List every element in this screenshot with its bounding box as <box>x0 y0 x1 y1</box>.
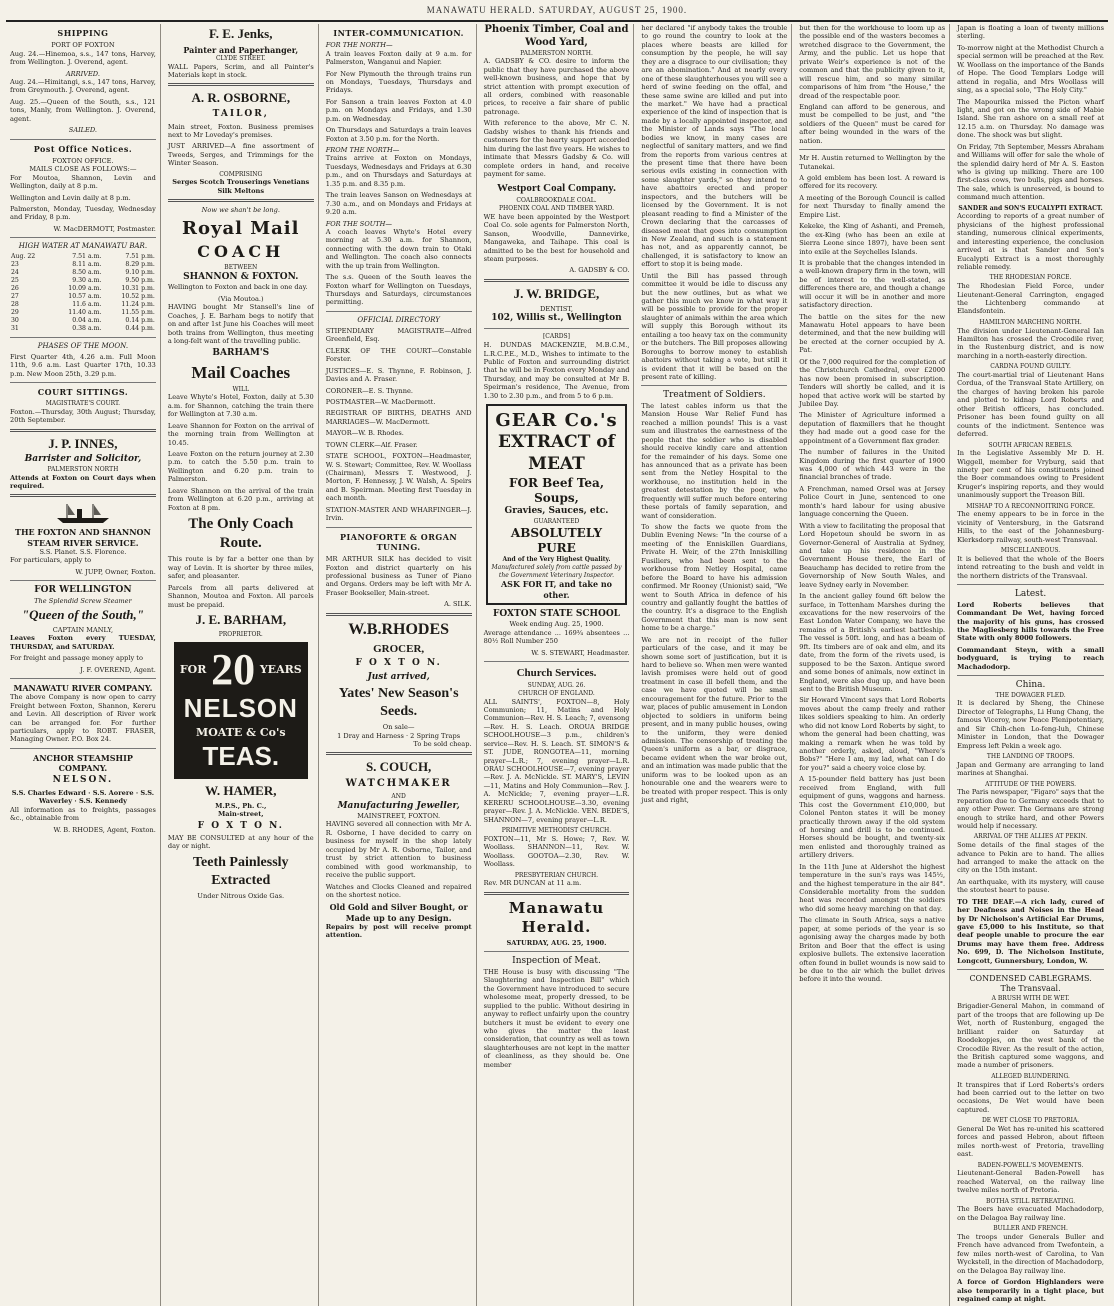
methodist: PRIMITIVE METHODIST CHURCH. <box>501 827 612 835</box>
steam-apply: For particulars, apply to <box>10 556 92 565</box>
nelson-big: NELSON <box>183 693 298 724</box>
mishap: MISHAP TO A RECONNOITRING FORCE. <box>966 502 1095 510</box>
tide-row <box>10 253 156 261</box>
c7-p10: The enemy appears to be in force in the vicinity of Ventersburg, in the Gatsrand Hills, to the east of the Johannesburg-Klerksdorp railway, south-west Transvaal. <box>957 510 1104 544</box>
c6-p7: It is probable that the changes intended in a well-known drapery firm in the town, will be of interest to the well-stated, as differences there are, and though a change will occur it will be in another and more satisfactory direction. <box>799 258 946 310</box>
tide-row <box>10 277 156 285</box>
couch-text: HAVING severed all connection with Mr A. R. Osborne, I have decided to carry on business for myself in the shop lately occupied by Mr A. R. Osborne, Tailor, and trust by strict attention to business combined with good workmanship, to receive the public support. <box>325 820 472 880</box>
jenks-trade: Painter and Paperhanger, <box>183 44 299 55</box>
rebels: SOUTH AFRICAN REBELS. <box>988 441 1073 449</box>
tide-title: HIGH WATER AT MANAWATU BAR. <box>18 242 148 251</box>
tide-date: 28 <box>11 300 19 308</box>
baden-title: BADEN-POWELL'S MOVEMENTS. <box>977 1161 1084 1169</box>
court-title: COURT SITTINGS. <box>37 386 129 397</box>
jeweller: Manufacturing Jeweller, <box>337 800 460 811</box>
c6-p1: but then for the workhouse to loom up as the possible end of the wasters becomes a wretched disgrace to the Government, the Army, and the public. Let us hope that private Weir's experience is not of the common and that the publicity given to it, will rescue him, and so many similar comparisons of him from "the House," the dread of the respectable poor. <box>799 24 946 100</box>
c6-p15: Sir Howard Vincent says that Lord Roberts moves about the camp freely and rather likes soldiers speaking to him. An orderly who did not know Lord Roberts by sight, to whom the general had been chatting, was making a remark when he was told by another orderly, asked, aloud, "Where's Bobs?" "Here I am, my lad, what can I do for you?" said a cheery voice close by. <box>799 696 946 772</box>
column-1 <box>6 24 161 1306</box>
watchmaker: WATCHMAKER <box>345 778 452 790</box>
phoenix-place: PALMERSTON NORTH. <box>520 49 593 57</box>
jenks-name: F. E. Jenks, <box>209 26 273 41</box>
inter-5: Trains arrive at Foxton on Mondays, Tuesdays, Wednesdays and Fridays at 6.30 p.m., and on Thursdays and Saturdays at 1.35 p.m. and 8.35 p.m. <box>325 154 472 188</box>
c7-p7: The division under Lieutenant-General Ian Hamilton has crossed the Crocodile river, in the Rustenburg district, and is now marching in a north-easterly direction. <box>957 326 1104 360</box>
c7-p11: It is believed that the whole of the Boers intend retreating to the bush and veldt in the northern districts of the Transvaal. <box>957 554 1104 580</box>
steam-title: THE FOXTON AND SHANNON STEAM RIVER SERVICE. <box>15 527 151 548</box>
shipping-title: SHIPPING <box>57 28 109 38</box>
school-title: FOXTON STATE SCHOOL <box>492 608 620 619</box>
nitrous: Under Nitrous Oxide Gas. <box>197 891 285 900</box>
gear-text: Manufactured solely from cattle passed by the Government Veterinary Inspector. <box>491 564 622 579</box>
post-office-title: Post Office Notices. <box>33 143 133 154</box>
c7-p12: Lord Roberts believes that Commandant De Wet, having forced the majority of his guns, has crossed the Magliesberg hills towards the Free State with only 8000 followers. <box>957 600 1104 643</box>
hamer-foxton: F O X T O N. <box>197 820 284 831</box>
c6-p5: A meeting of the Borough Council is called for next Thursday to finally amend the Empire List. <box>799 193 946 219</box>
gear-name: GEAR Co.'s <box>495 410 618 432</box>
on-sale: On sale— <box>382 723 415 732</box>
moon-phases: First Quarter 4th, 4.26 a.m. Full Moon 11th, 9.6 a.m. Last Quarter 17th, 10.33 p.m. New Moon 25th, 3.29 p.m. <box>10 352 156 378</box>
river-co: MANAWATU RIVER COMPANY. <box>13 682 153 693</box>
couch-text-2: Watches and Clocks Cleaned and repaired on the shortest notice. <box>325 882 472 899</box>
arrived-1: Aug. 24.—Hinemoa, s.s., 147 tons, Harvey, from Wellington. J. Overend, agent. <box>10 49 156 67</box>
hamer-deg: M.P.S., Ph. C., <box>215 801 267 810</box>
buller-title: BULLER AND FRENCH. <box>993 1225 1068 1233</box>
gordon-text: A force of Gordon Highlanders were also temporarily in a tight place, but regained camp at night. <box>957 1278 1104 1303</box>
years-word: YEARS <box>259 663 302 677</box>
tide-pm: 11.24 p.m. <box>121 300 155 308</box>
c7-p3: The Mapourika missed the Picton wharf light, and got on the wrong side of Mabie Island. She ran ashore on a small reef at 12.15 a.m. on Thursday. No damage was done. The shock was but slight. <box>957 97 1104 140</box>
dentist: DENTIST, <box>540 304 573 313</box>
tide-date: 23 <box>11 261 19 269</box>
parcels-text: Parcels from all parts delivered at Shannon, Moutoa and Foxton. All parcels must be prepaid. <box>167 583 314 609</box>
column-5 <box>637 24 792 1306</box>
columns <box>6 24 1108 1303</box>
c6-p18: The climate in South Africa, says a native paper, at some periods of the year is so agonising away the charges made by both Briton and Boer that the effect is using explosive bullets. The extensive laceration often found in bullet wounds is now said to be due to the air which the bullet drives before it into the wound. <box>799 916 946 984</box>
tide-date: Aug. 22 <box>11 253 36 261</box>
freight: For freight and passage money apply to <box>10 654 143 663</box>
piano-title: PIANOFORTE & ORGAN TUNING. <box>340 531 458 552</box>
cards: [CARDS] <box>542 333 571 341</box>
off-1: STIPENDIARY MAGISTRATE—Alfred Greenfield, Esq. <box>325 326 472 344</box>
off-10: STATION-MASTER AND WHARFINGER—J. Irvin. <box>325 505 472 523</box>
botha-text: The Boers have evacuated Machadodorp, on the Delagoa Bay railway line. <box>957 1205 1104 1222</box>
tide-pm: 10.31 p.m. <box>121 285 155 293</box>
rhodes-title: W.B.RHODES <box>348 620 450 638</box>
c7-p9: In the Legislative Assembly Mr D. H. Wiggell, member for Vryburg, said that ninety per cent of his constituents joined the Boer commandoes owing to President Kruger's inspiring reports, and they would unanimously support the Treason Bill. <box>957 449 1104 500</box>
jenks-street: CLYDE STREET. <box>215 54 266 62</box>
arrived-text: JUST ARRIVED—A fine assortment of Tweeds, Serges, and Trimmings for the Winter Season. <box>167 142 314 168</box>
mails-close: MAILS CLOSE AS FOLLOWS:— <box>29 165 137 174</box>
china: China. <box>1015 680 1046 691</box>
foxton-office: FOXTON OFFICE. <box>52 156 114 165</box>
just-arrived: Just arrived, <box>367 671 430 682</box>
meth-text: FOXTON—11, Mr S. Howe; 7, Rev. W. Woollass. SHANNON—11, Rev. W. Woollass. GOOTOA—2.30, Rev. W. Woollass. <box>483 834 630 869</box>
latest: Latest. <box>1014 589 1047 600</box>
tide-pm: 10.52 p.m. <box>121 292 155 300</box>
dewet-text: General De Wet has re-united his scattered forces and passed Hebron, about fifteen miles north-west of Pretoria, travelling east. <box>957 1124 1104 1159</box>
nelson-line: NELSON. <box>52 775 114 786</box>
main-street: Main-street, <box>217 810 264 819</box>
having-text: HAVING bought Mr Stansell's line of Coaches, J. E. Barham begs to notify that on and after 1st June his Coaches will meet both trains from Wellington, thus meeting a long-felt want of the travelling public. <box>167 303 314 346</box>
allies: ARRIVAL OF THE ALLIES AT PEKIN. <box>973 833 1088 841</box>
off-2: CLERK OF THE COURT—Constable Forster. <box>325 346 472 364</box>
c6-p4: A gold emblem has been lost. A reward is offered for its recovery. <box>799 174 946 191</box>
captain: CAPTAIN MANLY, <box>52 625 114 634</box>
c6-p10: The Minister of Agriculture informed a deputation of flaxmillers that he thought they had made out a good case for the appointment of a Government flax grader. <box>799 411 946 445</box>
tailor: TAILOR, <box>212 109 269 120</box>
phoenix-title: Phoenix Timber, Coal and Wood Yard, <box>484 24 629 48</box>
mail-coaches: Mail Coaches <box>191 362 291 382</box>
tide-date: 24 <box>11 269 19 277</box>
phoenix-text-2: With reference to the above, Mr C. N. Gadsby wishes to thank his friends and customers for the hearty support accorded him during the last five years. He wishes to intimate that Messrs Gadsby & Co. will complete orders in hand, and receive payment for same. <box>483 119 630 178</box>
tide-pm: 7.51 p.m. <box>125 253 155 261</box>
guaranteed: GUARANTEED <box>533 517 580 525</box>
to-deaf: TO THE DEAF.—A rich lady, cured of her Deafness and Noises in the Head by Dr Nicholson's Artificial Ear Drums, gave £5,000 to his Institute, so that deaf people unable to procure the ear Drums may have them free. Address No. 699, D. The Nicholson Institute, Longcott, Gunnersbury, London, W. <box>957 897 1104 965</box>
tide-am: 7.51 a.m. <box>72 253 102 261</box>
cordua: CARDNA FOUND GUILTY. <box>990 363 1071 371</box>
mainstreet: MAINSTREET, FOXTON. <box>357 812 441 821</box>
brush-text: Brigadier-General Mahon, in command of part of the troops that are following up De Wet, north of Rustenburg, engaged the brilliant raider on Saturday at Roodekopjes, on the west bank of the Crocodile River. As the result of the action, the British captured some waggons, and made a number of prisoners. <box>957 1002 1104 1070</box>
c6-p12: A Frenchman, named Orsel was at Jersey Police Court in June, sentenced to one month's hard labour for using abusive language concerning the Queen. <box>799 484 946 519</box>
tide-am: 10.09 a.m. <box>68 285 102 293</box>
phoenix-coal: PHOENIX COAL AND TIMBER YARD. <box>499 205 614 213</box>
c6-p8: The battle on the sites for the new Manawatu Hotel appears to have been determined, and that the new building will be erected at the corner occupied by A. Pat. <box>799 312 946 355</box>
westport: Westport Coal Company. <box>497 182 616 195</box>
sailed-head: SAILED. <box>68 126 98 135</box>
column-6 <box>795 24 950 1306</box>
meat-text: THE House is busy with discussing "The Slaughtering and Inspection Bill" which the Government have introduced to secure wholesome meat, properly dressed, to be supplied to the public. Without desiring in anyway to reflect unfairly upon the country butchers it must be evident to every one who gives the matter the least consideration, that country as well as town slaughterhouses are not kept in the matter of cleanliness, as they should be. One member <box>483 967 630 1069</box>
tide-pm: 9.10 p.m. <box>125 269 155 277</box>
official-title: OFFICIAL DIRECTORY <box>357 315 440 324</box>
tide-pm: 9.50 p.m. <box>125 277 155 285</box>
inter-8: The s.s. Queen of the South leaves the Foxton wharf for Wellington on Tuesdays, Thursdays and Saturdays, circumstances permitting. <box>325 273 472 307</box>
gravies: Gravies, Sauces, etc. <box>504 506 609 517</box>
mc-1: Leave Whyte's Hotel, Foxton, daily at 5.30 a.m. for Shannon, catching the train there for Wellington at 7.30 a.m. <box>167 393 314 419</box>
proprietor: PROPRIETOR. <box>218 630 263 638</box>
soldiers-title: Treatment of Soldiers. <box>663 390 766 401</box>
c7-p1: Japan is floating a loan of twenty millions sterling. <box>957 24 1104 41</box>
coalpoint: COALBROOKDALE COAL. <box>516 197 597 205</box>
tide-date: 27 <box>11 292 19 300</box>
comprising: COMPRISING <box>219 170 263 178</box>
c5-p5: We are not in receipt of the fuller particulars of the case, and it may be shown some sort of justification, but it is hard to believe so. When men were wanted lavish promises were held out of good treatment in case ill befell them, and the case we have quoted will be small encouragement for the future. Prior to the war, places of public amusement in London objected to soldiers in uniform being present, and in many public houses, owing to the uniform, they were denied admission. The censorship of treating the Queen's uniform as a bar, or disgrace, became evident when the war broke out, and an intimation was made public that the uniform was to be looked upon as an honourable one and the wearers were to be treated with proper respect. This is only just and right, <box>641 635 788 805</box>
overend: J. F. OVEREND, Agent. <box>80 665 156 674</box>
powers: ATTITUDE OF THE POWERS. <box>985 780 1077 788</box>
old-gold: Old Gold and Silver Bought, or Made up to any Design. <box>329 902 468 923</box>
innes-place: PALMERSTON NORTH <box>47 465 119 473</box>
teas: TEAS. <box>202 740 280 771</box>
tide-date: 30 <box>11 316 19 324</box>
c6-p9: Of the 7,000 required for the completion of the Christchurch Cathedral, over £2000 has now been promised in subscription. Tenders will shortly be called, and it is hoped that active work will be started by Jubilee Day. <box>799 357 946 408</box>
c6-p11: The number of failures in the United Kingdom during the first quarter of 1900 was 4,000 of which 443 were in the financial branches of trade. <box>799 448 946 482</box>
hamer-name: W. HAMER, <box>205 783 277 798</box>
dewet-title: DE WET CLOSE TO PRETORIA. <box>981 1117 1080 1125</box>
mc-4: Leave Shannon on the arrival of the train from Wellington at 6.20 p.m., arriving at Foxton at 8 pm. <box>167 486 314 512</box>
mails-2: Wellington and Levin daily at 8 p.m. <box>10 193 131 202</box>
postmaster: W. MacDERMOTT, Postmaster. <box>53 224 156 233</box>
column-4 <box>480 24 635 1306</box>
blunder-text: It transpires that if Lord Roberts's orders had been carried out to the letter on two occasions, De Wet would have been captured. <box>957 1080 1104 1114</box>
c5-p1: her declared "if anybody takes the trouble to go round the country to look at the places where beasts are killed for consumption by the people, he will say they are a disgrace to our civilisation; they are an abomination." And at nearly every one of these slaughterhouses you will see a herd of swine feeding on the offal, and these same swine are killed and put into the market." We have had a practical experience of the kind of inspection that is made by a locally appointed inspector, and the Minister of Lands says "The local bodies we know, in many cases are neglectful of sanitary matters, and we find from the reports from various centres at the present time that there have been serious evils existing in connection with some slaughter yards," so they intend to have abattoirs erected and proper inspectors, and the butchers will be licensed by the Government. It is not pleasant reading to find a Minister of the Crown declaring that the carcasses of diseased meat that goes into consumption in New Zealand, and such is a statement has not, and as apparently cannot, be challenged, it is satisfactory to know an effort to stop it is being made. <box>641 24 788 269</box>
tide-row <box>10 317 156 325</box>
mails-1: For Moutoa, Shannon, Levin and Wellington, daily at 8 p.m. <box>10 173 156 191</box>
dowager: THE DOWAGER FLED. <box>995 691 1066 699</box>
bridge-addr: 102, Willis st., Wellington <box>491 312 622 323</box>
sold-cheap: To be sold cheap. <box>413 739 472 748</box>
tide-am: 9.30 a.m. <box>72 277 102 285</box>
will: WILL <box>232 385 250 393</box>
c5-p2: Until the Bill has passed through committee it would be idle to discuss any but the new outlines, but as what we gather this much we know in what way it will be possible to provide for the proper slaughter of animals within the area which will supply this Borough without its entailing a too heavy tax on the community or the butchers. The Bill proposes allowing Boroughs to borrow money to establish abattoirs without taking a vote, but still it is evident that it will be based on the present rate of killing. <box>641 271 788 381</box>
tide-pm: 8.29 p.m. <box>125 261 155 269</box>
tide-date: 31 <box>11 324 19 332</box>
blunder-title: ALLEGED BLUNDERING. <box>991 1072 1070 1080</box>
tide-am: 0.04 a.m. <box>72 316 102 324</box>
and-word: AND <box>391 792 406 800</box>
brush-title: A BRUSH WITH DE WET. <box>991 994 1070 1002</box>
tide-am: 0.38 a.m. <box>72 324 102 332</box>
grocer: GROCER, <box>373 643 425 656</box>
steamer-icon <box>53 501 113 525</box>
c6-p2: England can afford to be generous, and must be compelled to be just, and "the soldiers of the Queen" must be cared for after being wounded in the wars of the nation. <box>799 102 946 145</box>
tide-am: 8.50 a.m. <box>72 269 102 277</box>
gear-extract-ad <box>486 404 628 605</box>
c7-p14: It is declared by Sheng, the Chinese Director of Telegraphs, Li Hung Chang, the famous Viceroy, now Peace Plenipotentiary, and Sir Chih-chen Lo-feng-luh, Chinese Minister in London, that the Dowager Empress left Pekin a week ago. <box>957 699 1104 750</box>
c7-p5: According to reports of a great number of physicians of the highest professional standing, numerous clinical experiments, and interesting experience, the conclusion arrived at is that Sander and Son's Eucalypti Extract is a most thoroughly reliable remedy. <box>957 212 1104 272</box>
c6-p3: Mr H. Austin returned to Wellington by the Tutanekai. <box>799 154 946 171</box>
moon-title: PHASES OF THE MOON. <box>37 341 129 350</box>
silk: A. SILK. <box>444 600 472 609</box>
baden-text: Lieutenant-General Baden-Powell has reached Waterval, on the railway line twelve miles north of Pretoria. <box>957 1169 1104 1195</box>
mc-2: Leave Shannon for Foxton on the arrival of the morning train from Wellington at 10.45. <box>167 421 314 447</box>
tide-table <box>10 253 156 332</box>
shannon-foxton: SHANNON & FOXTON. <box>183 271 299 282</box>
rhodes-agent: W. B. RHODES, Agent, Foxton. <box>53 825 156 834</box>
coach-text: Wellington to Foxton and back in one day. <box>167 283 308 292</box>
innes-attend: Attends at Foxton on Court days when required. <box>10 473 156 490</box>
westport-text: WE have been appointed by the Westport Coal Co. sole agents for Palmerston North, Sanson, Woodville, Dannevirke, Mangaweka, and Taihape. This coal is admitted to be the best for household and steam purposes. <box>483 212 630 263</box>
court-sub: MAGISTRATE'S COURT. <box>45 400 121 408</box>
inter-title: INTER-COMMUNICATION. <box>333 28 464 38</box>
church-text: ALL SAINTS', FOXTON—8, Holy Communion; 11, Matins and Holy Communion—Rev. H. S. Leach; 7, evensong—Rev. H. S. Leach. OROUA BRIDGE SCHOOLHOUSE—3 p.m., children's service—Rev. H. S. Leach. ST. SIMON'S & ST. JUDE, RONGOTEA—11, morning prayer—L.R.; 7, evening prayer—L.R. ORAU SCHOOLHOUSE—7, evening prayer—Rev. J. A. McNickle. ST. MARY'S, LEVIN—11, Matins and Holy Communion—Rev. J. A. McNickle; 7, evening prayer—L.R. KERERU SCHOOLHOUSE—3.30, evening prayer—Rev. J. A. McNickle. VEN. BEDE'S, SHANNON—7, evening prayer—L.R. <box>483 697 630 824</box>
for-wellington: FOR WELLINGTON <box>34 585 132 596</box>
tide-pm: 11.55 p.m. <box>121 308 155 316</box>
bridge-name: J. W. BRIDGE, <box>513 285 600 301</box>
arrived-3: Aug. 25.—Queen of the South, s.s., 121 tons, Manly, from Wellington. J. Overend, agent. <box>10 97 156 123</box>
tide-row <box>10 309 156 317</box>
buller-text: The troops under Generals Buller and French have advanced from Twefontein, a few miles north-west of Carolina, to Van Wyckstell, in the direction of Machadodorp, on the Delagoa Bay railway line. <box>957 1232 1104 1275</box>
tide-am: 11.40 a.m. <box>68 308 102 316</box>
presby: PRESBYTERIAN CHURCH. <box>514 871 599 879</box>
via: (Via Moutoa.) <box>218 294 264 303</box>
quality: And of the Very Highest Quality. <box>502 556 611 564</box>
tide-am: 8.11 a.m. <box>72 261 102 269</box>
serges: Serges Scotch Trouserings Venetians Silk Meltons <box>172 178 310 195</box>
school-week: Week ending Aug. 25, 1900. <box>509 620 604 629</box>
moate: MOATE & Co's <box>196 725 286 739</box>
botha-title: BOTHA STILL RETREATING. <box>985 1197 1076 1205</box>
jupp: W. JUPP, Owner, Foxton. <box>75 567 156 576</box>
column-2 <box>164 24 319 1306</box>
off-9: STATE SCHOOL, FOXTON—Headmaster, W. S. Stewart; Committee, Rev. W. Woollass (Chairman), Messrs T. Westwood, J. Morton, F. Hennessy, J. W. Walsh, A. Speirs and B. Speirman. Meeting first Tuesday in each month. <box>325 452 472 503</box>
extract: EXTRACT of MEAT <box>498 432 615 474</box>
anchor-info: All information as to freights, passages &c., obtainable from <box>10 805 156 823</box>
queen-of-south: "Queen of the South," <box>21 607 144 623</box>
leaves: Leaves Foxton every TUESDAY, THURSDAY, and SATURDAY. <box>10 634 156 651</box>
tide-am: 10.57 a.m. <box>68 292 102 300</box>
tide-date: 26 <box>11 285 19 293</box>
arrived-head: ARRIVED. <box>65 69 100 78</box>
for-word: FOR <box>179 663 207 677</box>
tide-row <box>10 293 156 301</box>
hamer-text: MAY BE CONSULTED at any hour of the day or night. <box>167 834 314 851</box>
tide-row <box>10 285 156 293</box>
off-8: TOWN CLERK—Alf. Fraser. <box>325 440 418 449</box>
meat-title: Inspection of Meat. <box>512 956 601 967</box>
barhams: BARHAM'S <box>212 348 270 359</box>
school-text: Average attendance ... 169¾ absentees ... 80½ Roll Number 250 <box>483 628 630 646</box>
sale-items: 1 Dray and Harness · 2 Spring Traps <box>337 731 461 740</box>
off-5: POSTMASTER—W. MacDermott. <box>325 397 436 406</box>
inter-3: For Sanson a train leaves Foxton at 4.0 p.m. on Mondays and Fridays, and 1.30 p.m. on Wednesday. <box>325 97 472 123</box>
condensed-title: CONDENSED CABLEGRAMS. <box>969 974 1092 984</box>
inter-1: A train leaves Foxton daily at 9 a.m. for Palmerston, Wanganui and Napier. <box>325 49 472 67</box>
ask-for-it: ASK FOR IT, and take no other. <box>500 579 612 600</box>
between: BETWEEN <box>224 264 258 272</box>
off-3: JUSTICES—E. S. Thynne, F. Robinson, J. Davies and A. Fraser. <box>325 366 472 384</box>
tide-row <box>10 301 156 309</box>
royal-mail: Royal Mail <box>182 217 300 239</box>
only-route: The Only Coach Route. <box>188 516 294 552</box>
stewart: W. S. STEWART, Headmaster. <box>531 648 630 657</box>
church-title: Church Services. <box>516 667 597 680</box>
yates-seeds: Yates' New Season's Seeds. <box>338 686 459 720</box>
c6-p13: With a view to facilitating the proposal that Lord Hopetoun should be sworn in as Governor-General of Australia at Sydney, and take up his residence in the Government House there, the Earl of Beauchamp has decided to retire from the Governorship of New South Wales, and leave Sydney early in November. <box>799 521 946 589</box>
tide-pm: 0.14 p.m. <box>125 316 155 324</box>
c6-p14: In the ancient galley found 6ft below the surface, in Tottenham Marshes during the excavations for the new reservoirs of the East London Water Company, we have the remains of a British's earliest battleship. The vessel is 50ft. long, and has a beam of 9ft. Its timbers are of oak and elm, and its date, from the form of the rivets used, is supposed to be the Saxon. Antique sword and some bones of animals, now extinct in England, were also dug up, and have been sent to the British Museum. <box>799 592 946 693</box>
tide-date: 25 <box>11 277 19 285</box>
river-text: The above Company is now open to carry Freight between Foxton, Shannon, Kereru and Levin. All description of River work can be arranged for. For further particulars, apply to ROBT. FRASER, Managing Owner. P.O. Box 24. <box>10 693 156 744</box>
off-7: MAYOR—W. B. Rhodes. <box>325 429 404 438</box>
herald-date: SATURDAY, AUG. 25, 1900. <box>506 938 607 947</box>
c6-p6: Kekeke, the King of Ashanti, and Premeh, the ex-King (who has been an exile at Sierra Leone since 1897), have been sent into exile at the Seychelles Islands. <box>799 222 946 256</box>
couch-name: S. COUCH, <box>365 759 432 775</box>
masthead: MANAWATU HERALD. SATURDAY, AUGUST 25, 1900. <box>6 0 1108 22</box>
misc: MISCELLANEOUS. <box>1000 547 1061 555</box>
from-north: FROM THE NORTH— <box>325 146 400 155</box>
c7-p6: The Rhodesian Field Force, under Lieutenant-General Carrington, engaged the Lichtenberg commando at Elandsfontein. <box>957 282 1104 316</box>
splendid: The Splendid Screw Steamer <box>34 596 132 605</box>
column-3 <box>322 24 477 1306</box>
inter-2: For New Plymouth the through trains run on Mondays, Tuesdays, Thursdays and Fridays. <box>325 69 472 95</box>
gadsby: A. GADSBY & CO. <box>569 266 630 275</box>
barham-name: J. E. BARHAM, <box>195 612 287 628</box>
inter-4: On Thursdays and Saturdays a train leaves Foxton at 3.50 p.m. for the North. <box>325 126 472 143</box>
jenks-text: WALL Papers, Scrim, and all Painter's Materials kept in stock. <box>167 62 314 79</box>
beef-tea: FOR Beef Tea, Soups, <box>508 475 604 506</box>
c6-p16: A 15-pounder field battery has just been received from England, with full equipment of guns, waggons and harness. This cost the Government £10,000, but Colonel Penton states it will be money practically thrown away if the old system of horsing and drill is to be continued. Horses should be bought, and twenty-six men enlisted and thoroughly trained as artillery drivers. <box>799 775 946 860</box>
shaken: Now we shan't be long. <box>201 206 280 215</box>
c7-p15: Japan and Germany are arranging to land marines at Shanghai. <box>957 760 1104 778</box>
inter-6: The train leaves Sanson on Wednesdays at 7.30 a.m., and on Mondays and Fridays at 9.20 a.m. <box>325 191 472 217</box>
tide-am: 11.6 a.m. <box>72 300 102 308</box>
c5-p3: The latest cables inform us that the Mansion House War Relief Fund has reached a million pounds! This is a vast sum and illustrates the earnestness of the people that the soldier who is disabled should receive kindly care and attention for the remainder of his days. Some one has announced that as a private has been sent from the Netley Hospital to the workhouse, no institution held in the greatest detestation by the poor, who frequently will suffer much before entering these portals of family separation, and want of consideration. <box>641 401 788 520</box>
innes-line: Barrister and Solicitor, <box>24 454 142 465</box>
twenty: 20 <box>211 645 256 695</box>
repairs: Repairs by post will receive prompt attention. <box>325 922 472 940</box>
steam-ships: S.S. Planet. S.S. Florence. <box>39 547 127 556</box>
north-head: FOR THE NORTH— <box>325 41 393 50</box>
c7-p8: The court-martial trial of Lieutenant Hans Cordua, of the Transvaal State Artillery, on the charges of having broken his parole and plotted to kidnap Lord Roberts and other British officers, has concluded. Prisoner has been found guilty on all counts of the indictment. Sentence was deferred. <box>957 371 1104 439</box>
c7-p4: On Friday, 7th September, Messrs Abraham and Williams will offer for sale the whole of the splendid dairy herd of Mr A. S. Easton who is giving up milking. There are 100 first-class cows, two bulls, pigs and horses. The sale, which is unreserved, is bound to command much attention. <box>957 142 1104 202</box>
c6-p17: In the 11th June at Aldershot the highest temperature in the sun's rays was 145½, and the highest temperature in the air 84°. Considerable mortality from the sudden heat was recorded amongst the soldiers who did some heavy marching on that day. <box>799 862 946 913</box>
c5-p4: To show the facts we quote from the Dublin Evening News: "In the course of a meeting of the Enniskillen Guardians, Private H. Weir, of the 27th Inniskilling Fusiliers, who had been sent to the workhouse from Netley Hospital, came before the Board to have his admission confirmed. Mr Rooney (Unionist) said, "We went to South Africa in defence of his country and gallantly fought the battles of the country. It's a disgrace to the English Government that this man is now sent home to be a charge." <box>641 523 788 633</box>
c7-p16: The Paris newspaper, "Figaro" says that the reparation due to Germany exceeds that to any other Power. The Germans are strong enough to strike hard, and other Powers would help if necessary. <box>957 788 1104 830</box>
off-6: REGISTRAR OF BIRTHS, DEATHS AND MARRIAGES—W. MacDermott. <box>325 409 472 426</box>
anchor-ships: S.S. Charles Edward · S.S. Aorere · S.S. Waverley · S.S. Kennedy <box>11 788 155 806</box>
transvaal: The Transvaal. <box>1000 984 1061 994</box>
pure: ABSOLUTELY PURE <box>510 525 603 555</box>
tide-row <box>10 261 156 269</box>
c7-p17: Some details of the final stages of the advance to Pekin are to hand. The allies had arranged to make the attack on the city on the 15th instant. <box>957 841 1104 875</box>
south-head: FOR THE SOUTH— <box>325 219 393 228</box>
innes-name: J. P. INNES, <box>48 435 118 451</box>
osborne-name: A. R. OSBORNE, <box>191 90 291 106</box>
tide-pm: 0.44 p.m. <box>125 324 155 332</box>
column-7 <box>953 24 1108 1306</box>
tide-row <box>10 325 156 333</box>
tide-date: 29 <box>11 308 19 316</box>
anchor-title: ANCHOR STEAMSHIP COMPANY. <box>33 752 133 774</box>
port-line: PORT OF FOXTON <box>51 41 115 50</box>
landing: THE LANDING OF TROOPS. <box>986 753 1075 761</box>
herald-title: Manawatu Herald. <box>508 898 605 936</box>
tide-row <box>10 269 156 277</box>
teeth: Teeth Painlessly Extracted <box>193 854 289 888</box>
church-date: SUNDAY, AUG. 26. <box>527 682 586 690</box>
dundas-text: H. DUNDAS MACKENZIE, M.B.C.M., L.R.C.P.E., M.D., Wishes to intimate to the Public of Foxton and surrounding district that he will be in Foxton every Monday and Thursday, and may be consulted at Mr B. Speirman's residence, The Avenue, from 1.30 to 2.30 p.m., and from 5 to 6 p.m. <box>483 341 630 400</box>
court-dates: Foxton.—Thursday, 30th August; Thursday, 20th September. <box>10 407 156 425</box>
only-text: This route is by far a better one than by way of Levin. It is shorter by three miles, safer, and pleasanter. <box>167 555 314 581</box>
coach-word: COACH <box>197 241 285 261</box>
hamilton: HAMILTON MARCHING NORTH. <box>979 318 1082 326</box>
church-eng: CHURCH OF ENGLAND. <box>518 689 595 697</box>
sander-title: SANDER and SON'S EUCALYPTI EXTRACT. <box>958 204 1103 212</box>
nelson-teas-ad <box>174 642 308 779</box>
arrived-2: Aug. 24.—Himitangi, s.s., 147 tons, Harvey, from Greymouth. J. Overend, agent. <box>10 77 156 95</box>
c7-p13: Commandant Steyn, with a small bodyguard, is trying to reach Machadodorp. <box>957 645 1104 671</box>
osborne-text: Main street, Foxton. Business premises next to Mr Loveday's premises. <box>167 122 314 139</box>
mails-3: Palmerston, Monday, Tuesday, Wednesday and Friday, 8 p.m. <box>10 205 156 222</box>
piano-text: MR ARTHUR SILK has decided to visit Foxton and district quarterly on his professional business as Tuner of Piano and Organs. Orders may be left with Mr A. Fraser Bookseller, Main-street. <box>325 555 472 597</box>
presby-text: Rev. MR DUNCAN at 11 a.m. <box>483 879 582 888</box>
mc-3: Leave Foxton on the return journey at 2.30 p.m. to catch the 5.50 p.m. train to Wellington and 6.20 p.m. train to Palmerston. <box>167 450 314 484</box>
inter-7: A coach leaves Whyte's Hotel every morning at 5.30 a.m. for Shannon, connecting with the down train to Otaki and Wellington. The coach also connects with the up train from Wellington. <box>325 227 472 270</box>
off-4: CORONER—E. S. Thynne. <box>325 386 414 395</box>
c7-p18: An earthquake, with its mystery, will cause the stoutest heart to pause. <box>957 877 1104 895</box>
rhodesian: THE RHODESIAN FORCE. <box>989 274 1072 282</box>
c7-p2: To-morrow night at the Methodist Church a special sermon will be preached at the Rev. W. Woollass on the importance of the Bands of Hope. The Good Templars Lodge will attend in regalia, and Mrs Woollass will sing, as a special solo, "The Holy City." <box>957 43 1104 95</box>
phoenix-text: A. GADSBY & CO. desire to inform the public that they have purchased the above well-known business, and hope that by strict attention with prompt execution of all orders, combined with reasonable prices, to receive a fair share of public patronage. <box>483 57 630 116</box>
rhodes-foxton: F O X T O N. <box>355 658 442 669</box>
